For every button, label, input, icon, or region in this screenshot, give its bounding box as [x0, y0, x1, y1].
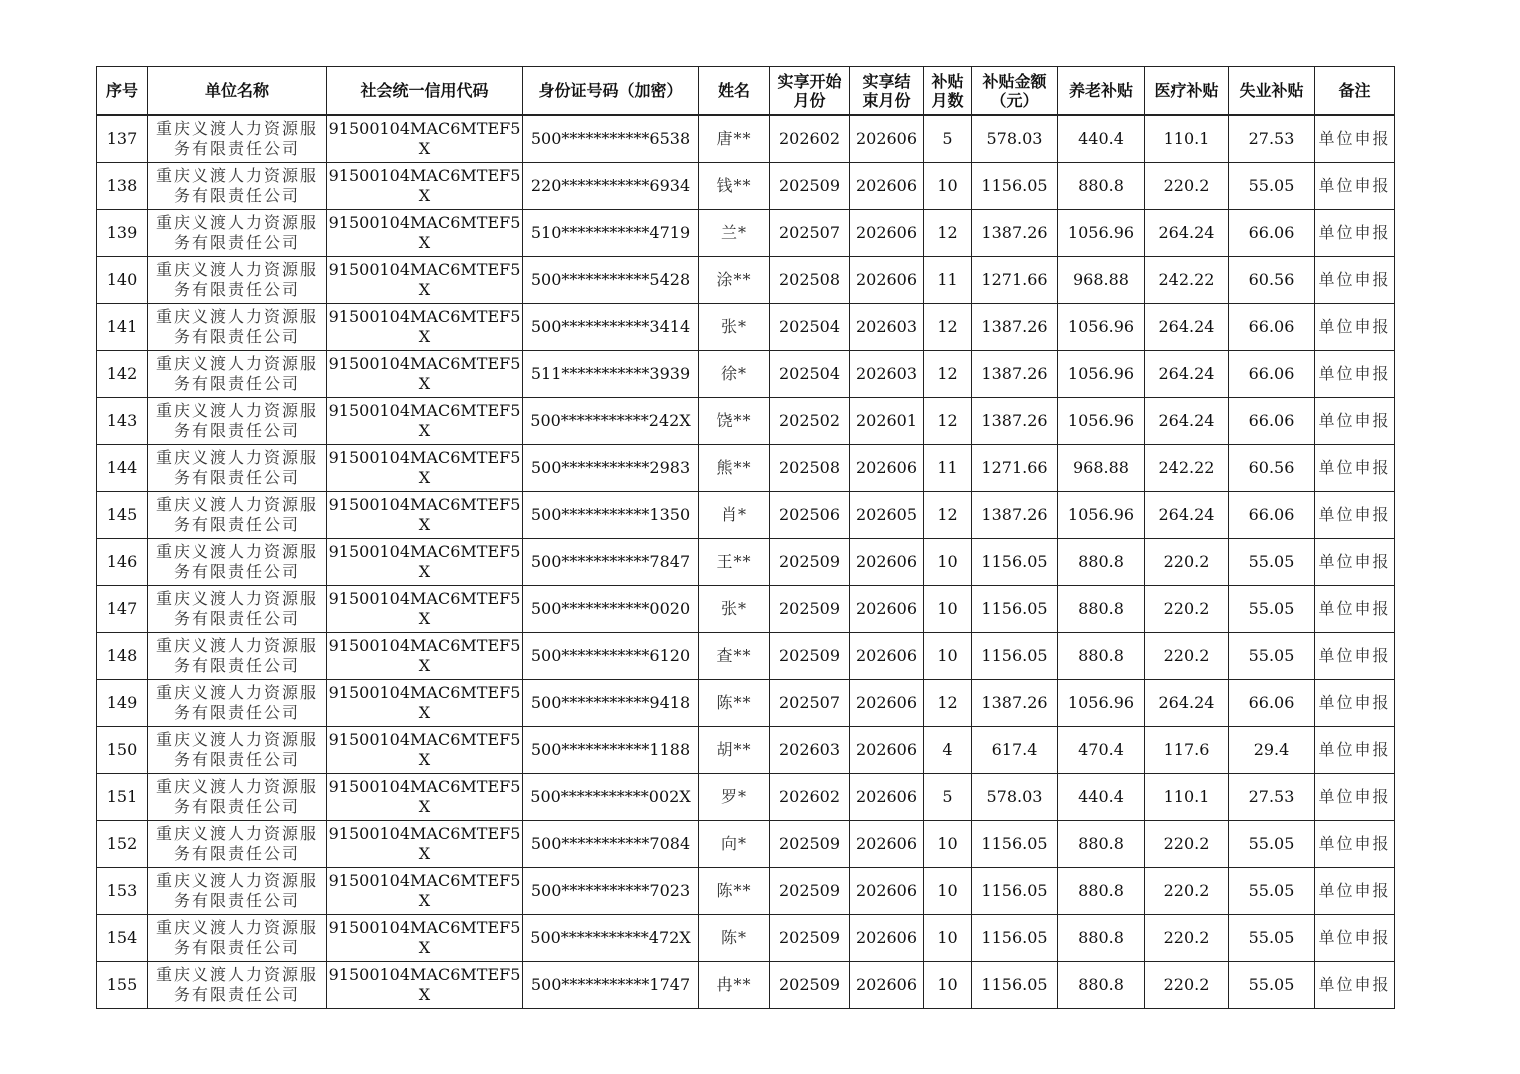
cell-id-number: 500***********7084 [523, 821, 699, 868]
cell-credit-code: 91500104MAC6MTEF5X [327, 539, 523, 586]
cell-pension: 1056.96 [1058, 210, 1145, 257]
cell-unemployment: 27.53 [1229, 774, 1315, 821]
cell-id-number: 500***********5428 [523, 257, 699, 304]
cell-unit-name: 重庆义渡人力资源服务有限责任公司 [148, 774, 327, 821]
cell-unit-name: 重庆义渡人力资源服务有限责任公司 [148, 680, 327, 727]
cell-name: 陈** [699, 868, 770, 915]
cell-credit-code: 91500104MAC6MTEF5X [327, 163, 523, 210]
cell-medical: 110.1 [1145, 115, 1229, 163]
cell-start-month: 202603 [770, 727, 850, 774]
cell-months: 10 [924, 633, 972, 680]
cell-amount: 1156.05 [972, 633, 1058, 680]
header-name: 姓名 [699, 67, 770, 116]
cell-start-month: 202509 [770, 633, 850, 680]
cell-start-month: 202507 [770, 210, 850, 257]
cell-credit-code: 91500104MAC6MTEF5X [327, 774, 523, 821]
table-row [97, 868, 1395, 915]
cell-amount: 1156.05 [972, 821, 1058, 868]
table-row [97, 539, 1395, 586]
cell-start-month: 202602 [770, 115, 850, 163]
cell-amount: 1387.26 [972, 351, 1058, 398]
cell-end-month: 202606 [850, 115, 924, 163]
cell-unemployment: 55.05 [1229, 539, 1315, 586]
cell-pension: 968.88 [1058, 257, 1145, 304]
cell-name: 钱** [699, 163, 770, 210]
cell-unit-name: 重庆义渡人力资源服务有限责任公司 [148, 821, 327, 868]
cell-pension: 1056.96 [1058, 492, 1145, 539]
cell-credit-code: 91500104MAC6MTEF5X [327, 492, 523, 539]
cell-medical: 242.22 [1145, 445, 1229, 492]
cell-credit-code: 91500104MAC6MTEF5X [327, 962, 523, 1009]
cell-id-number: 500***********9418 [523, 680, 699, 727]
cell-start-month: 202508 [770, 445, 850, 492]
cell-pension: 880.8 [1058, 539, 1145, 586]
cell-pension: 880.8 [1058, 633, 1145, 680]
cell-index: 153 [97, 868, 148, 915]
cell-months: 5 [924, 774, 972, 821]
cell-remarks: 单位申报 [1315, 915, 1395, 962]
cell-id-number: 500***********3414 [523, 304, 699, 351]
cell-name: 陈** [699, 680, 770, 727]
header-amount: 补贴金额（元） [972, 67, 1058, 116]
cell-index: 140 [97, 257, 148, 304]
cell-remarks: 单位申报 [1315, 821, 1395, 868]
table-row [97, 774, 1395, 821]
cell-id-number: 500***********1188 [523, 727, 699, 774]
cell-credit-code: 91500104MAC6MTEF5X [327, 633, 523, 680]
cell-unemployment: 66.06 [1229, 398, 1315, 445]
cell-remarks: 单位申报 [1315, 633, 1395, 680]
cell-amount: 578.03 [972, 774, 1058, 821]
cell-unemployment: 55.05 [1229, 586, 1315, 633]
header-end-month: 实享结束月份 [850, 67, 924, 116]
cell-start-month: 202509 [770, 539, 850, 586]
table-row [97, 445, 1395, 492]
cell-remarks: 单位申报 [1315, 680, 1395, 727]
cell-id-number: 500***********1747 [523, 962, 699, 1009]
cell-medical: 117.6 [1145, 727, 1229, 774]
cell-name: 冉** [699, 962, 770, 1009]
cell-pension: 1056.96 [1058, 304, 1145, 351]
cell-unemployment: 27.53 [1229, 115, 1315, 163]
cell-end-month: 202606 [850, 821, 924, 868]
cell-medical: 220.2 [1145, 586, 1229, 633]
cell-index: 150 [97, 727, 148, 774]
cell-pension: 440.4 [1058, 774, 1145, 821]
cell-amount: 578.03 [972, 115, 1058, 163]
cell-index: 152 [97, 821, 148, 868]
cell-amount: 1387.26 [972, 398, 1058, 445]
cell-credit-code: 91500104MAC6MTEF5X [327, 445, 523, 492]
cell-credit-code: 91500104MAC6MTEF5X [327, 115, 523, 163]
cell-index: 147 [97, 586, 148, 633]
cell-pension: 1056.96 [1058, 351, 1145, 398]
cell-end-month: 202603 [850, 351, 924, 398]
header-id-number: 身份证号码（加密） [523, 67, 699, 116]
cell-unit-name: 重庆义渡人力资源服务有限责任公司 [148, 539, 327, 586]
cell-remarks: 单位申报 [1315, 210, 1395, 257]
cell-end-month: 202605 [850, 492, 924, 539]
cell-id-number: 500***********242X [523, 398, 699, 445]
cell-unit-name: 重庆义渡人力资源服务有限责任公司 [148, 351, 327, 398]
cell-unit-name: 重庆义渡人力资源服务有限责任公司 [148, 492, 327, 539]
cell-start-month: 202509 [770, 163, 850, 210]
cell-amount: 1387.26 [972, 492, 1058, 539]
cell-amount: 1156.05 [972, 915, 1058, 962]
cell-end-month: 202606 [850, 962, 924, 1009]
cell-amount: 1156.05 [972, 962, 1058, 1009]
cell-unemployment: 55.05 [1229, 915, 1315, 962]
cell-unemployment: 55.05 [1229, 868, 1315, 915]
cell-index: 142 [97, 351, 148, 398]
cell-remarks: 单位申报 [1315, 257, 1395, 304]
cell-credit-code: 91500104MAC6MTEF5X [327, 351, 523, 398]
cell-months: 10 [924, 163, 972, 210]
cell-remarks: 单位申报 [1315, 727, 1395, 774]
cell-amount: 1271.66 [972, 445, 1058, 492]
cell-medical: 220.2 [1145, 915, 1229, 962]
cell-remarks: 单位申报 [1315, 962, 1395, 1009]
header-medical: 医疗补贴 [1145, 67, 1229, 116]
cell-credit-code: 91500104MAC6MTEF5X [327, 210, 523, 257]
header-credit-code: 社会统一信用代码 [327, 67, 523, 116]
cell-months: 12 [924, 492, 972, 539]
table-row [97, 586, 1395, 633]
cell-medical: 242.22 [1145, 257, 1229, 304]
cell-remarks: 单位申报 [1315, 774, 1395, 821]
cell-pension: 880.8 [1058, 915, 1145, 962]
cell-end-month: 202606 [850, 210, 924, 257]
cell-index: 143 [97, 398, 148, 445]
cell-start-month: 202506 [770, 492, 850, 539]
subsidy-table [96, 66, 1395, 1009]
cell-unit-name: 重庆义渡人力资源服务有限责任公司 [148, 727, 327, 774]
cell-start-month: 202509 [770, 821, 850, 868]
cell-name: 熊** [699, 445, 770, 492]
header-unemployment: 失业补贴 [1229, 67, 1315, 116]
table-row [97, 163, 1395, 210]
cell-amount: 1387.26 [972, 304, 1058, 351]
header-months: 补贴月数 [924, 67, 972, 116]
cell-id-number: 500***********6120 [523, 633, 699, 680]
cell-end-month: 202601 [850, 398, 924, 445]
cell-medical: 220.2 [1145, 163, 1229, 210]
cell-start-month: 202509 [770, 586, 850, 633]
cell-unemployment: 66.06 [1229, 210, 1315, 257]
cell-index: 151 [97, 774, 148, 821]
cell-start-month: 202504 [770, 304, 850, 351]
cell-months: 12 [924, 680, 972, 727]
cell-end-month: 202606 [850, 539, 924, 586]
cell-pension: 968.88 [1058, 445, 1145, 492]
cell-months: 11 [924, 257, 972, 304]
cell-name: 罗* [699, 774, 770, 821]
cell-months: 10 [924, 915, 972, 962]
cell-start-month: 202507 [770, 680, 850, 727]
cell-medical: 220.2 [1145, 633, 1229, 680]
table-row [97, 210, 1395, 257]
cell-name: 唐** [699, 115, 770, 163]
cell-medical: 264.24 [1145, 210, 1229, 257]
cell-months: 12 [924, 210, 972, 257]
cell-id-number: 500***********7847 [523, 539, 699, 586]
cell-unemployment: 66.06 [1229, 492, 1315, 539]
cell-remarks: 单位申报 [1315, 492, 1395, 539]
cell-unemployment: 55.05 [1229, 633, 1315, 680]
cell-months: 10 [924, 586, 972, 633]
cell-unit-name: 重庆义渡人力资源服务有限责任公司 [148, 633, 327, 680]
cell-credit-code: 91500104MAC6MTEF5X [327, 586, 523, 633]
cell-index: 154 [97, 915, 148, 962]
cell-id-number: 510***********4719 [523, 210, 699, 257]
cell-name: 兰* [699, 210, 770, 257]
cell-start-month: 202508 [770, 257, 850, 304]
cell-unit-name: 重庆义渡人力资源服务有限责任公司 [148, 115, 327, 163]
cell-remarks: 单位申报 [1315, 586, 1395, 633]
header-index: 序号 [97, 67, 148, 116]
header-unit-name: 单位名称 [148, 67, 327, 116]
cell-amount: 617.4 [972, 727, 1058, 774]
cell-start-month: 202509 [770, 915, 850, 962]
cell-pension: 880.8 [1058, 962, 1145, 1009]
cell-medical: 110.1 [1145, 774, 1229, 821]
cell-remarks: 单位申报 [1315, 351, 1395, 398]
cell-id-number: 500***********472X [523, 915, 699, 962]
header-pension: 养老补贴 [1058, 67, 1145, 116]
cell-name: 查** [699, 633, 770, 680]
cell-months: 10 [924, 868, 972, 915]
cell-unemployment: 60.56 [1229, 445, 1315, 492]
cell-unit-name: 重庆义渡人力资源服务有限责任公司 [148, 304, 327, 351]
cell-credit-code: 91500104MAC6MTEF5X [327, 304, 523, 351]
cell-medical: 220.2 [1145, 539, 1229, 586]
cell-pension: 880.8 [1058, 868, 1145, 915]
cell-unit-name: 重庆义渡人力资源服务有限责任公司 [148, 257, 327, 304]
cell-unit-name: 重庆义渡人力资源服务有限责任公司 [148, 210, 327, 257]
cell-medical: 264.24 [1145, 398, 1229, 445]
cell-index: 141 [97, 304, 148, 351]
table-row [97, 257, 1395, 304]
table-row [97, 115, 1395, 163]
cell-medical: 264.24 [1145, 304, 1229, 351]
cell-id-number: 500***********002X [523, 774, 699, 821]
cell-pension: 880.8 [1058, 586, 1145, 633]
cell-unemployment: 66.06 [1229, 680, 1315, 727]
cell-index: 148 [97, 633, 148, 680]
cell-amount: 1387.26 [972, 680, 1058, 727]
cell-name: 涂** [699, 257, 770, 304]
table-row [97, 304, 1395, 351]
cell-remarks: 单位申报 [1315, 163, 1395, 210]
cell-pension: 440.4 [1058, 115, 1145, 163]
cell-remarks: 单位申报 [1315, 115, 1395, 163]
header-row [97, 67, 1395, 116]
cell-credit-code: 91500104MAC6MTEF5X [327, 821, 523, 868]
cell-name: 饶** [699, 398, 770, 445]
cell-medical: 220.2 [1145, 868, 1229, 915]
cell-name: 张* [699, 304, 770, 351]
cell-unemployment: 55.05 [1229, 962, 1315, 1009]
cell-start-month: 202509 [770, 962, 850, 1009]
cell-index: 149 [97, 680, 148, 727]
cell-remarks: 单位申报 [1315, 539, 1395, 586]
cell-amount: 1156.05 [972, 539, 1058, 586]
cell-months: 10 [924, 539, 972, 586]
table-row [97, 398, 1395, 445]
cell-unemployment: 66.06 [1229, 351, 1315, 398]
cell-credit-code: 91500104MAC6MTEF5X [327, 398, 523, 445]
cell-unemployment: 55.05 [1229, 821, 1315, 868]
table-row [97, 962, 1395, 1009]
cell-id-number: 220***********6934 [523, 163, 699, 210]
cell-name: 张* [699, 586, 770, 633]
cell-name: 王** [699, 539, 770, 586]
cell-credit-code: 91500104MAC6MTEF5X [327, 680, 523, 727]
table-row [97, 821, 1395, 868]
cell-end-month: 202606 [850, 257, 924, 304]
cell-amount: 1156.05 [972, 586, 1058, 633]
cell-months: 4 [924, 727, 972, 774]
cell-medical: 264.24 [1145, 492, 1229, 539]
cell-index: 146 [97, 539, 148, 586]
cell-credit-code: 91500104MAC6MTEF5X [327, 257, 523, 304]
cell-start-month: 202509 [770, 868, 850, 915]
cell-pension: 880.8 [1058, 821, 1145, 868]
cell-medical: 220.2 [1145, 821, 1229, 868]
cell-medical: 220.2 [1145, 962, 1229, 1009]
cell-index: 155 [97, 962, 148, 1009]
cell-amount: 1271.66 [972, 257, 1058, 304]
cell-months: 10 [924, 821, 972, 868]
cell-unit-name: 重庆义渡人力资源服务有限责任公司 [148, 398, 327, 445]
cell-remarks: 单位申报 [1315, 868, 1395, 915]
cell-medical: 264.24 [1145, 680, 1229, 727]
cell-end-month: 202606 [850, 774, 924, 821]
cell-amount: 1156.05 [972, 163, 1058, 210]
cell-credit-code: 91500104MAC6MTEF5X [327, 915, 523, 962]
cell-unemployment: 60.56 [1229, 257, 1315, 304]
header-start-month: 实享开始月份 [770, 67, 850, 116]
cell-months: 11 [924, 445, 972, 492]
cell-amount: 1387.26 [972, 210, 1058, 257]
cell-id-number: 500***********7023 [523, 868, 699, 915]
cell-months: 10 [924, 962, 972, 1009]
table-row [97, 351, 1395, 398]
cell-end-month: 202606 [850, 445, 924, 492]
cell-name: 肖* [699, 492, 770, 539]
cell-start-month: 202504 [770, 351, 850, 398]
cell-remarks: 单位申报 [1315, 398, 1395, 445]
table-row [97, 633, 1395, 680]
cell-start-month: 202602 [770, 774, 850, 821]
cell-name: 向* [699, 821, 770, 868]
cell-unit-name: 重庆义渡人力资源服务有限责任公司 [148, 445, 327, 492]
table-row [97, 915, 1395, 962]
cell-name: 陈* [699, 915, 770, 962]
cell-months: 12 [924, 304, 972, 351]
cell-index: 145 [97, 492, 148, 539]
cell-end-month: 202603 [850, 304, 924, 351]
cell-remarks: 单位申报 [1315, 304, 1395, 351]
header-remarks: 备注 [1315, 67, 1395, 116]
cell-pension: 880.8 [1058, 163, 1145, 210]
cell-end-month: 202606 [850, 633, 924, 680]
cell-remarks: 单位申报 [1315, 445, 1395, 492]
table-row [97, 727, 1395, 774]
cell-unit-name: 重庆义渡人力资源服务有限责任公司 [148, 915, 327, 962]
cell-index: 137 [97, 115, 148, 163]
cell-end-month: 202606 [850, 680, 924, 727]
cell-name: 胡** [699, 727, 770, 774]
cell-id-number: 500***********1350 [523, 492, 699, 539]
cell-unit-name: 重庆义渡人力资源服务有限责任公司 [148, 868, 327, 915]
cell-unit-name: 重庆义渡人力资源服务有限责任公司 [148, 163, 327, 210]
cell-pension: 1056.96 [1058, 680, 1145, 727]
cell-months: 12 [924, 351, 972, 398]
table-row [97, 492, 1395, 539]
cell-pension: 1056.96 [1058, 398, 1145, 445]
cell-end-month: 202606 [850, 586, 924, 633]
cell-unemployment: 29.4 [1229, 727, 1315, 774]
cell-credit-code: 91500104MAC6MTEF5X [327, 727, 523, 774]
cell-index: 139 [97, 210, 148, 257]
cell-months: 5 [924, 115, 972, 163]
cell-id-number: 500***********0020 [523, 586, 699, 633]
cell-index: 138 [97, 163, 148, 210]
cell-index: 144 [97, 445, 148, 492]
cell-id-number: 500***********6538 [523, 115, 699, 163]
cell-end-month: 202606 [850, 163, 924, 210]
cell-unemployment: 66.06 [1229, 304, 1315, 351]
cell-start-month: 202502 [770, 398, 850, 445]
cell-end-month: 202606 [850, 727, 924, 774]
cell-medical: 264.24 [1145, 351, 1229, 398]
table-row [97, 680, 1395, 727]
cell-end-month: 202606 [850, 868, 924, 915]
cell-unit-name: 重庆义渡人力资源服务有限责任公司 [148, 586, 327, 633]
cell-name: 徐* [699, 351, 770, 398]
cell-amount: 1156.05 [972, 868, 1058, 915]
cell-end-month: 202606 [850, 915, 924, 962]
cell-months: 12 [924, 398, 972, 445]
cell-unemployment: 55.05 [1229, 163, 1315, 210]
cell-pension: 470.4 [1058, 727, 1145, 774]
cell-id-number: 511***********3939 [523, 351, 699, 398]
cell-id-number: 500***********2983 [523, 445, 699, 492]
cell-unit-name: 重庆义渡人力资源服务有限责任公司 [148, 962, 327, 1009]
cell-credit-code: 91500104MAC6MTEF5X [327, 868, 523, 915]
